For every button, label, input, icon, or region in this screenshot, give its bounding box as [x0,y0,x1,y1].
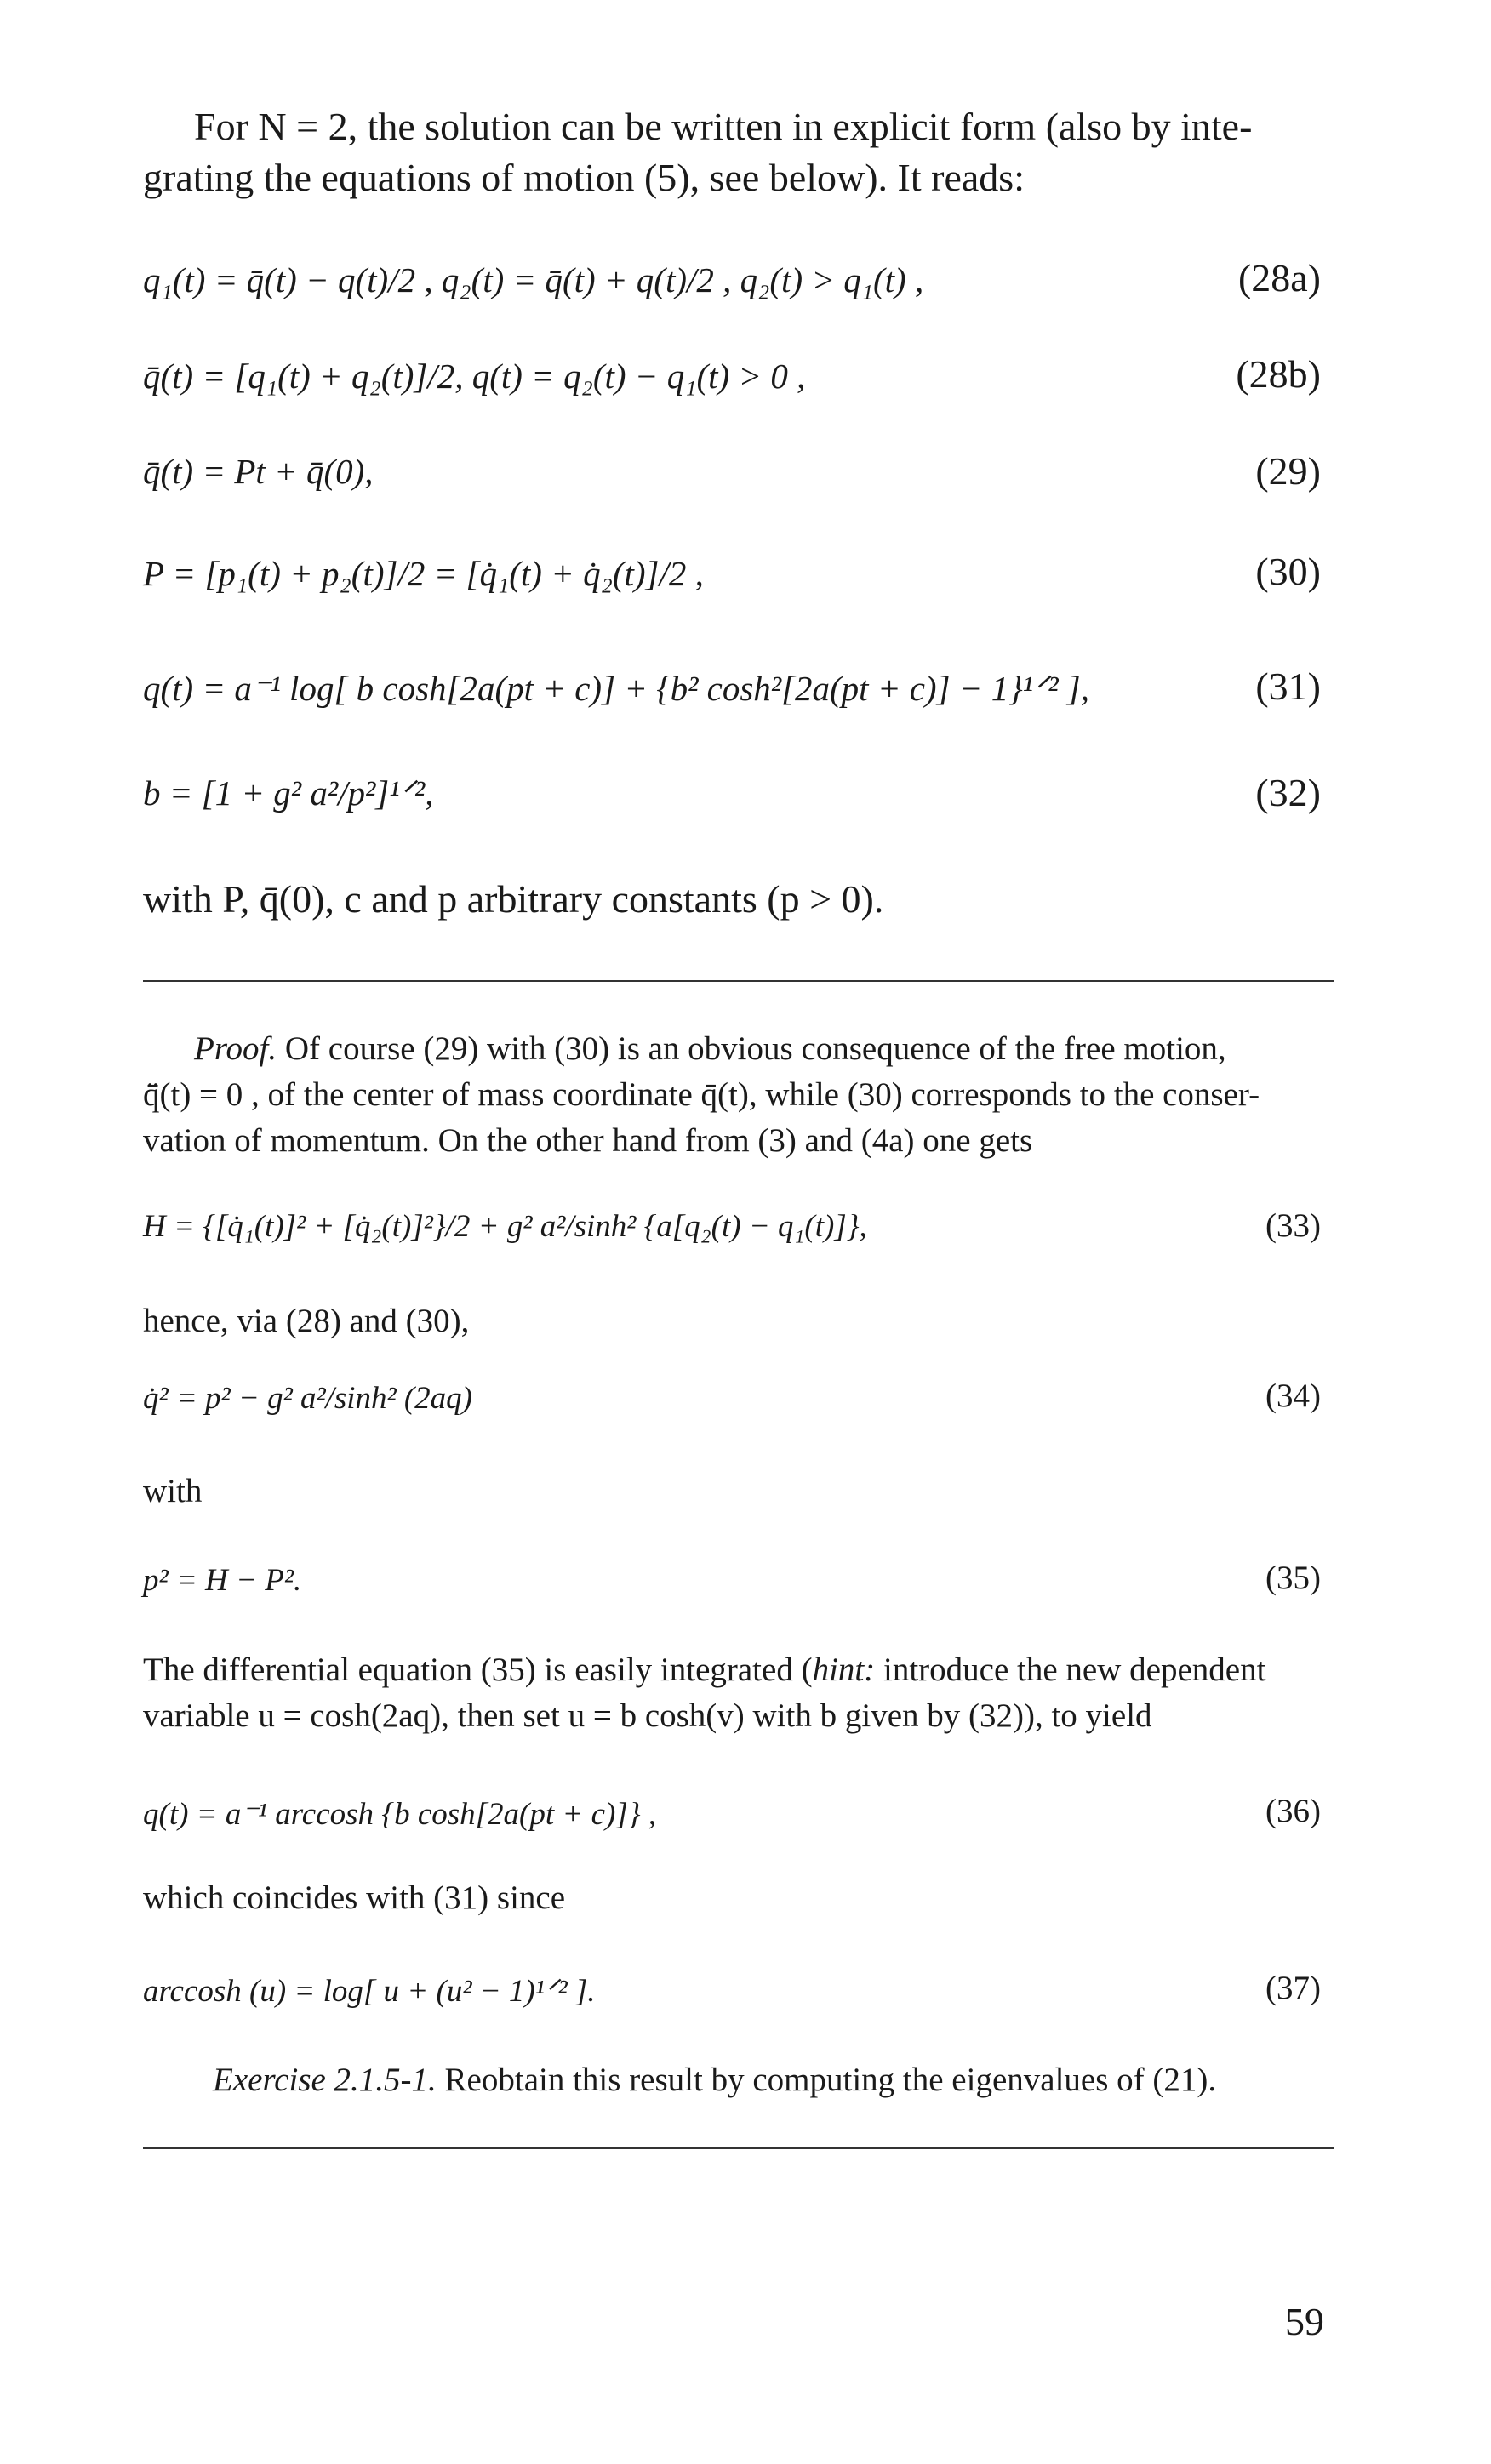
equation-35: p² = H − P². [143,1563,302,1598]
equation-number-30: (30) [1255,550,1321,593]
intro-line-1: For N = 2, the solution can be written in explicit form (also by inte- [194,105,1253,148]
hence-line: hence, via (28) and (30), [143,1303,470,1339]
coincides-line: which coincides with (31) since [143,1879,566,1916]
exercise-line [213,2057,1216,2102]
hint-label: hint: [812,1651,876,1688]
proof-label: Proof. [194,1030,277,1067]
equation-28a: q₁(t) = q̄(t) − q(t)/2 , q₂(t) = q̄(t) + q(t)/2 , q₂(t) > q₁(t) , [143,260,924,299]
with-word: with [143,1473,203,1509]
equation-36: q(t) = a⁻¹ arccosh {b cosh[2a(pt + c)]} , [143,1797,657,1832]
equation-30: P = [p₁(t) + p₂(t)]/2 = [q̇₁(t) + q̇₂(t)]/2 , [143,554,704,593]
diff-eq-line-1 [143,1647,1265,1692]
divider-top [143,980,1334,982]
equation-number-29: (29) [1255,449,1321,493]
page-number: 59 [1285,2300,1324,2343]
constants-line: with P, q̄(0), c and p arbitrary constants (p > 0). [143,877,884,921]
diff-eq-line-1b: introduce the new dependent [875,1651,1266,1688]
equation-32: b = [1 + g² a²/p²]¹ᐟ², [143,773,434,813]
equation-number-34: (34) [1265,1377,1321,1414]
equation-number-35: (35) [1265,1560,1321,1596]
equation-28b: q̄(t) = [q₁(t) + q₂(t)]/2, q(t) = q₂(t) − q₁(t) > 0 , [143,356,806,396]
intro-line-2: grating the equations of motion (5), see below). It reads: [143,156,1025,199]
proof-line-1-text: Of course (29) with (30) is an obvious consequence of the free motion, [277,1030,1226,1067]
equation-29: q̄(t) = Pt + q̄(0), [143,452,374,491]
equation-number-32: (32) [1255,771,1321,814]
divider-bottom [143,2147,1334,2149]
equation-number-33: (33) [1265,1207,1321,1244]
exercise-text: Reobtain this result by computing the eigenvalues of (21). [436,2062,1217,2098]
equation-37: arccosh (u) = log[ u + (u² − 1)¹ᐟ² ]. [143,1974,596,2009]
equation-34: q̇² = p² − g² a²/sinh² (2aq) [143,1381,473,1416]
equation-31: q(t) = a⁻¹ log[ b cosh[2a(pt + c)] + {b² cosh²[2a(pt + c)] − 1}¹ᐟ² ], [143,669,1090,708]
equation-number-37: (37) [1265,1970,1321,2006]
proof-line-2: q̈̄(t) = 0 , of the center of mass coordinate q̄(t), while (30) corresponds to the conser- [143,1076,1260,1113]
exercise-label: Exercise 2.1.5-1. [213,2062,437,2098]
equation-number-28b: (28b) [1236,352,1321,396]
proof-line-1 [194,1026,1226,1071]
equation-33: H = {[q̇₁(t)]² + [q̇₂(t)]²}/2 + g² a²/sinh² {a[q₂(t) − q₁(t)]}, [143,1209,867,1244]
equation-number-31: (31) [1255,664,1321,708]
equation-number-36: (36) [1265,1793,1321,1829]
proof-line-3: vation of momentum. On the other hand from (3) and (4a) one gets [143,1122,1033,1159]
diff-eq-line-1a: The differential equation (35) is easily integrated ( [143,1651,813,1688]
diff-eq-line-2: variable u = cosh(2aq), then set u = b cosh(v) with b given by (32)), to yield [143,1697,1152,1734]
equation-number-28a: (28a) [1237,256,1321,299]
